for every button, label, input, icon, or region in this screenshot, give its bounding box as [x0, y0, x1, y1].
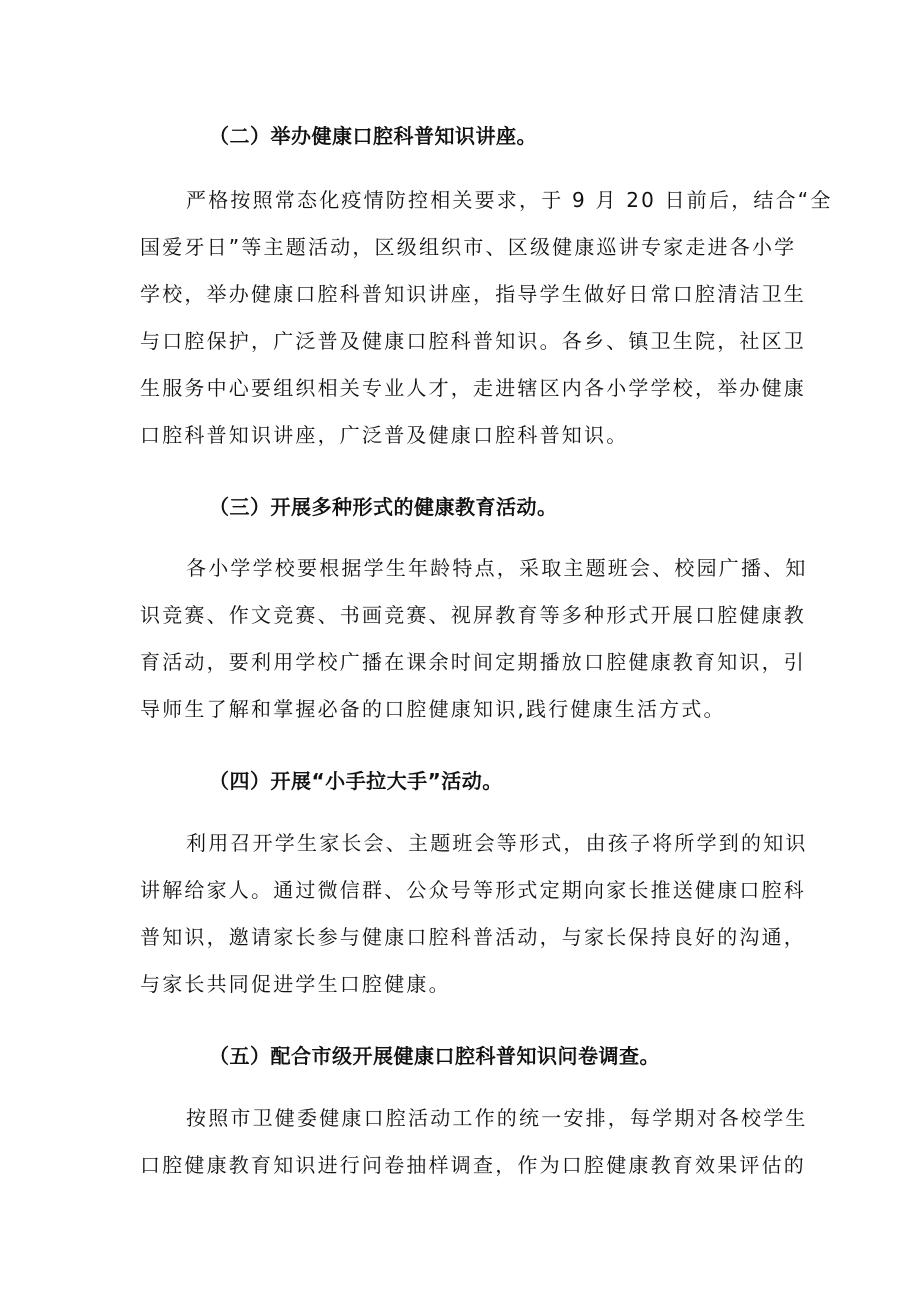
- section-2-paragraph: [140, 187, 833, 469]
- section-heading-2: （二）举办健康口腔科普知识讲座。: [209, 124, 537, 148]
- paragraph-line: 与家长共同促进学生口腔健康。: [140, 972, 451, 996]
- paragraph-line: 育活动，要利用学校广播在课余时间定期播放口腔健康教育知识，引: [140, 650, 806, 674]
- paragraph-line: 学校，举办健康口腔科普知识讲座，指导学生做好日常口腔清洁卫生: [140, 282, 806, 306]
- paragraph-line: 口腔健康教育知识进行问卷抽样调查，作为口腔健康教育效果评估的: [140, 1153, 806, 1177]
- section-heading-5: （五）配合市级开展健康口腔科普知识问卷调查。: [209, 1044, 660, 1068]
- section-4-paragraph: [140, 830, 808, 1018]
- paragraph-line: 各小学学校要根据学生年龄特点，采取主题班会、校园广播、知: [186, 556, 808, 580]
- paragraph-line: 识竞赛、作文竞赛、书画竞赛、视屏教育等多种形式开展口腔健康教: [140, 603, 806, 627]
- paragraph-line: 讲解给家人。通过微信群、公众号等形式定期向家长推送健康口腔科: [140, 878, 806, 902]
- paragraph-line: 与口腔保护，广泛普及健康口腔科普知识。各乡、镇卫生院，社区卫: [140, 329, 806, 353]
- paragraph-line: 严格按照常态化疫情防控相关要求，于 9 月 20 日前后，结合“全: [186, 188, 833, 212]
- paragraph-line: 国爱牙日”等主题活动，区级组织市、区级健康巡讲专家走进各小学: [140, 235, 797, 259]
- paragraph-line: 口腔科普知识讲座，广泛普及健康口腔科普知识。: [140, 423, 629, 447]
- paragraph-line: 普知识，邀请家长参与健康口腔科普活动，与家长保持良好的沟通，: [140, 925, 806, 949]
- section-heading-4: （四）开展“小手拉大手”活动。: [209, 769, 503, 793]
- section-3-paragraph: [140, 555, 808, 743]
- paragraph-line: 导师生了解和掌握必备的口腔健康知识,践行健康生活方式。: [140, 697, 726, 721]
- section-5-paragraph: [140, 1105, 808, 1199]
- section-heading-3: （三）开展多种形式的健康教育活动。: [209, 495, 558, 519]
- paragraph-line: 按照市卫健委健康口腔活动工作的统一安排，每学期对各校学生: [186, 1106, 808, 1130]
- paragraph-line: 生服务中心要组织相关专业人才，走进辖区内各小学学校，举办健康: [140, 376, 806, 400]
- paragraph-line: 利用召开学生家长会、主题班会等形式，由孩子将所学到的知识: [186, 831, 808, 855]
